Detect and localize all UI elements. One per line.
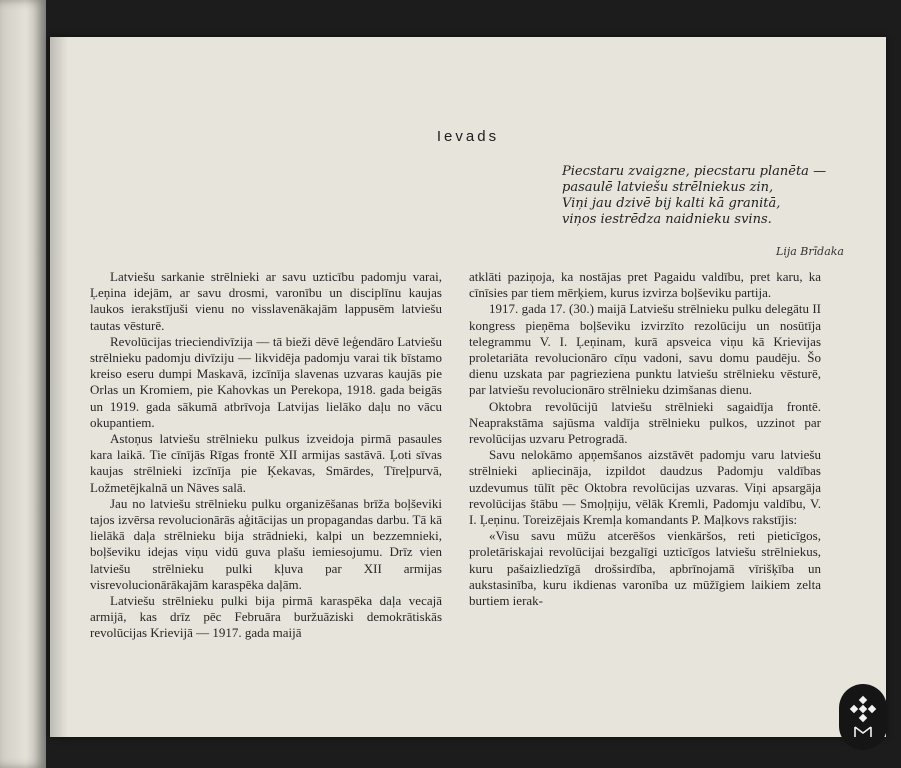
logo-mark-icon (848, 695, 878, 739)
epigraph-author: Lija Brīdaka (776, 245, 844, 258)
paragraph: Jau no latviešu strēlnieku pulku organizēšanas brīža boļševiki tajos izvērsa revolucionārās aģitācijas un propagandas darbu. Tā kā lielākā daļa strēlnieku bija strādnieki, kalpi un bezzemnieki, boļševiku idejas viņu vidū guva plašu iemiesojumu. Drīz vien latviešu strēlnieku pulki kļuva par XII armijas visrevolucionārākajām karaspēka daļām. (90, 495, 442, 592)
paragraph: 1917. gada 17. (30.) maijā Latviešu strēlnieku pulku delegātu II kongress pieņēma boļševiku izvirzīto rezolūciju un nosūtīja telegrammu V. I. Ļeņinam, kurā apsveica viņu kā Krievijas proletariāta revolucionāro cīņu vadoni, savu domu paudēju. Šo dienu uzskata par pagrieziena punktu latviešu strēlnieku vēsturē, par latviešu revolucionāro strēlnieku dzimšanas dienu. (469, 301, 821, 398)
epigraph-line: pasaulē latviešu strēlniekus zin, (562, 180, 774, 195)
epigraph-line: Piecstaru zvaigzne, piecstaru planēta — (562, 164, 827, 179)
page-title: Ievads (436, 128, 500, 145)
book-page (50, 37, 886, 737)
paragraph: Latviešu sarkanie strēlnieki ar savu uzticību padomju varai, Ļeņina idejām, ar savu drosmi, varonību un disciplīnu kaujas laukos ierakstījuši vienu no visslavenākajām lappusēm latviešu tautas vēsturē. (90, 269, 442, 333)
right-text-column (469, 269, 821, 609)
left-text-column (90, 269, 442, 642)
facing-page-edge (0, 0, 46, 768)
watermark-logo-icon (839, 684, 887, 750)
paragraph: «Visu savu mūžu atcerēšos vienkāršos, reti pieticīgos, proletāriskajai revolūcijai bezgalīgi uzticīgos latviešu strēlniekus, kuru pašaizliedzīgā drošsirdība, apbrīnojamā vīrišķība un aukstasinība, kuru ikdienas varonība uz mūžīgiem laikiem zelta burtiem ierak- (469, 528, 821, 609)
paragraph: Savu nelokāmo apņemšanos aizstāvēt padomju varu latviešu strēlnieki apliecināja, izpildot daudzus Padomju valdības uzdevumus tūlīt pēc Oktobra revolūcijas uzvaras. Viņi apsargāja revolūcijas štābu — Smoļņiju, vēlāk Kremli, Padomju valdību, V. I. Ļeņinu. Toreizējais Kremļa komandants P. Maļkovs rakstījis: (469, 447, 821, 528)
paragraph: Latviešu strēlnieku pulki bija pirmā karaspēka daļa vecajā armijā, kas drīz pēc Februāra buržuāziski demokrātiskās revolūcijas Krievijā — 1917. gada maijā (90, 593, 442, 641)
paragraph: atklāti paziņoja, ka nostājas pret Pagaidu valdību, pret karu, ka cīnīsies par tiem mērķiem, kurus izvirza boļševiku partija. (469, 269, 821, 301)
epigraph (562, 164, 862, 228)
paragraph: Revolūcijas trieciendivīzija — tā bieži dēvē leģendāro Latviešu strēlnieku padomju divīziju — likvidēja padomju varai tik bīstamo kreiso eseru dumpi Maskavā, izcīnīja slavenas uzvaras kaujās pie Orlas un Kromiem, pie Kahovkas un Perekopa, 1918. gada beigās un 1919. gada sākumā atbrīvoja Latvijas lielāko daļu no vācu okupantiem. (90, 333, 442, 430)
paragraph: Astoņus latviešu strēlnieku pulkus izveidoja pirmā pasaules kara laikā. Tie cīnījās Rīgas frontē XII armijas sastāvā. Ļoti sīvas kaujas strēlnieki izcīnīja pie Ķekavas, Smārdes, Tīreļpurvā, Ložmetējkalnā un Nāves salā. (90, 431, 442, 495)
epigraph-line: viņos iestrēdza naidnieku svins. (562, 212, 772, 227)
paragraph: Oktobra revolūcijū latviešu strēlnieki sagaidīja frontē. Neaprakstāma sajūsma valdīja strēlnieku pulkos, uzzinot par revolūcijas uzvaru Petrogradā. (469, 398, 821, 447)
epigraph-line: Viņi jau dzivē bij kalti kā granitā, (562, 196, 781, 211)
